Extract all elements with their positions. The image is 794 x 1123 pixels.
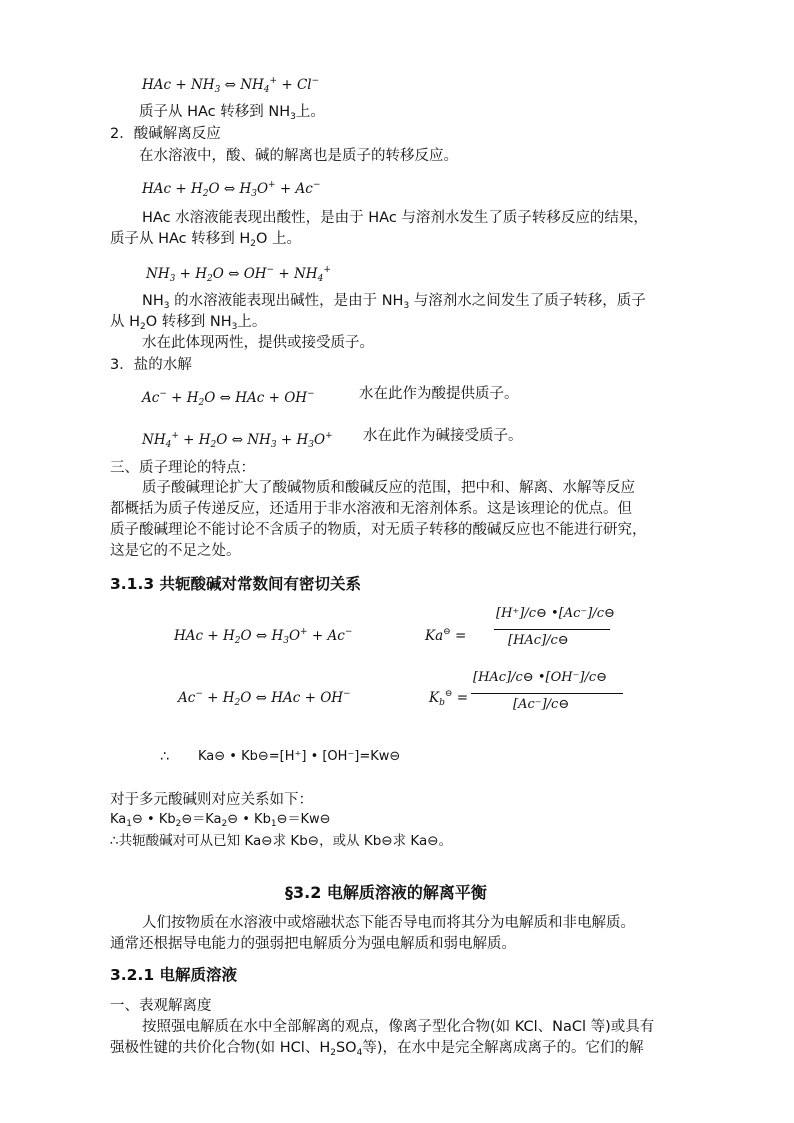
ka-denominator: [HAc]/c⊖ [508,633,569,648]
text-hac-acidic-2: 质子从 HAc 转移到 $H_2O$ 上。 [110,231,302,249]
text-electrolyte-2: 通常还根据导电能力的强弱把电解质分为强电解质和弱电解质。 [110,936,516,952]
text-conjugate-conclusion: ∴共轭酸碱对可从已知 Ka⊖求 Kb⊖，或从 Kb⊖求 Ka⊖。 [110,833,453,849]
ka-lhs: Ka⊖ = [425,627,467,644]
equation-acid-left: HAc + $H_2O$ ⇔ $H_3O^+ + Ac^-$ [174,627,353,646]
text-nh3-basic-1: $NH_3$ 的水溶液能表现出碱性，是由于 $NH_3$ 与溶剂水之间发生了质子转移，质子 [142,293,646,311]
heading-apparent-degree: 一、表观解离度 [110,998,212,1014]
text-polyprotic-relation: $Ka_1⊖$ • $Kb_2⊖=Ka_2⊖$ • $Kb_1⊖=Kw⊖$ [110,812,331,829]
note-water-base: 水在此作为碱接受质子。 [363,428,523,444]
equation-nh4-h2o: $NH_4^+ + H_2O$ ⇔ $NH_3 + H_3O^+$ [142,431,333,450]
ka-fraction [494,606,615,652]
heading-3-2: §3.2 电解质溶液的解离平衡 [285,883,487,902]
text-hac-acidic-1: HAc 水溶液能表现出酸性，是由于 HAc 与溶剂水发生了质子转移反应的结果， [142,210,648,226]
text-strong-1: 按照强电解质在水中全部解离的观点，像离子型化合物(如 KCl、NaCl 等)或具有 [142,1019,655,1035]
heading-theory-features: 三、质子理论的特点： [110,460,255,476]
ka-fraction-bar [494,629,610,630]
kb-numerator: [HAc]/c⊖ •[OH⁻]/c⊖ [473,670,608,685]
text-features-3: 质子酸碱理论不能讨论不含质子的物质，对无质子转移的酸碱反应也不能进行研究， [110,522,647,538]
text-features-2: 都概括为质子传递反应，还适用于非水溶液和无溶剂体系。这是该理论的优点。但 [110,501,632,517]
therefore-relation: Ka⊖ • Kb⊖=[H⁺] • [OH⁻]=Kw⊖ [198,749,401,764]
text-electrolyte-1: 人们按物质在水溶液中或熔融状态下能否导电而将其分为电解质和非电解质。 [142,915,635,931]
equation-ac-h2o: $Ac^- + H_2O$ ⇔ HAc + OH− [142,389,315,408]
text-features-4: 这是它的不足之处。 [110,543,241,559]
kb-denominator: [Ac⁻]/c⊖ [513,697,570,712]
therefore-symbol: ∴ [160,749,170,765]
equation-hac-h2o: HAc + $H_2O$ ⇔ $H_3O^+ + Ac^-$ [142,180,321,199]
text-amphoteric: 水在此体现两性，提供或接受质子。 [142,335,374,351]
ka-numerator: [H⁺]/c⊖ •[Ac⁻]/c⊖ [496,606,615,621]
text-nh3-basic-2: 从 $H_2O$ 转移到 $NH_3$上。 [110,314,267,332]
text-dissociation-intro: 在水溶液中，酸、碱的解离也是质子的转移反应。 [139,148,458,164]
text-polyprotic-intro: 对于多元酸碱则对应关系如下： [110,792,313,808]
equation-nh3-h2o: $NH_3 + H_2O$ ⇔ $OH^- + NH_4^+$ [146,265,331,284]
note-water-acid: 水在此作为酸提供质子。 [359,386,519,402]
kb-fraction [471,670,623,716]
heading-3-1-3: 3.1.3 共轭酸碱对常数间有密切关系 [110,575,362,593]
text-strong-2: 强极性键的共价化合物(如 HCl、$H_2SO_4$等)，在水中是完全解离成离子的。它们的解 [110,1040,644,1058]
equation-base-left: $Ac^- + H_2O$ ⇔ HAc + OH− [178,689,351,708]
text-features-1: 质子酸碱理论扩大了酸碱物质和酸碱反应的范围，把中和、解离、水解等反应 [142,480,635,496]
kb-lhs: $K_b^⊖$ = [429,689,469,708]
heading-3-2-1: 3.2.1 电解质溶液 [110,966,238,984]
heading-acid-base-dissociation: 2．酸碱解离反应 [110,126,221,142]
heading-salt-hydrolysis: 3．盐的水解 [110,357,192,373]
equation-hac-nh3: HAc + $NH_3$ ⇔ $NH_4^+ + Cl^-$ [142,76,320,95]
text-proton-hac-nh3: 质子从 HAc 转移到 $NH_3$上。 [139,104,325,122]
kb-fraction-bar [471,693,623,694]
